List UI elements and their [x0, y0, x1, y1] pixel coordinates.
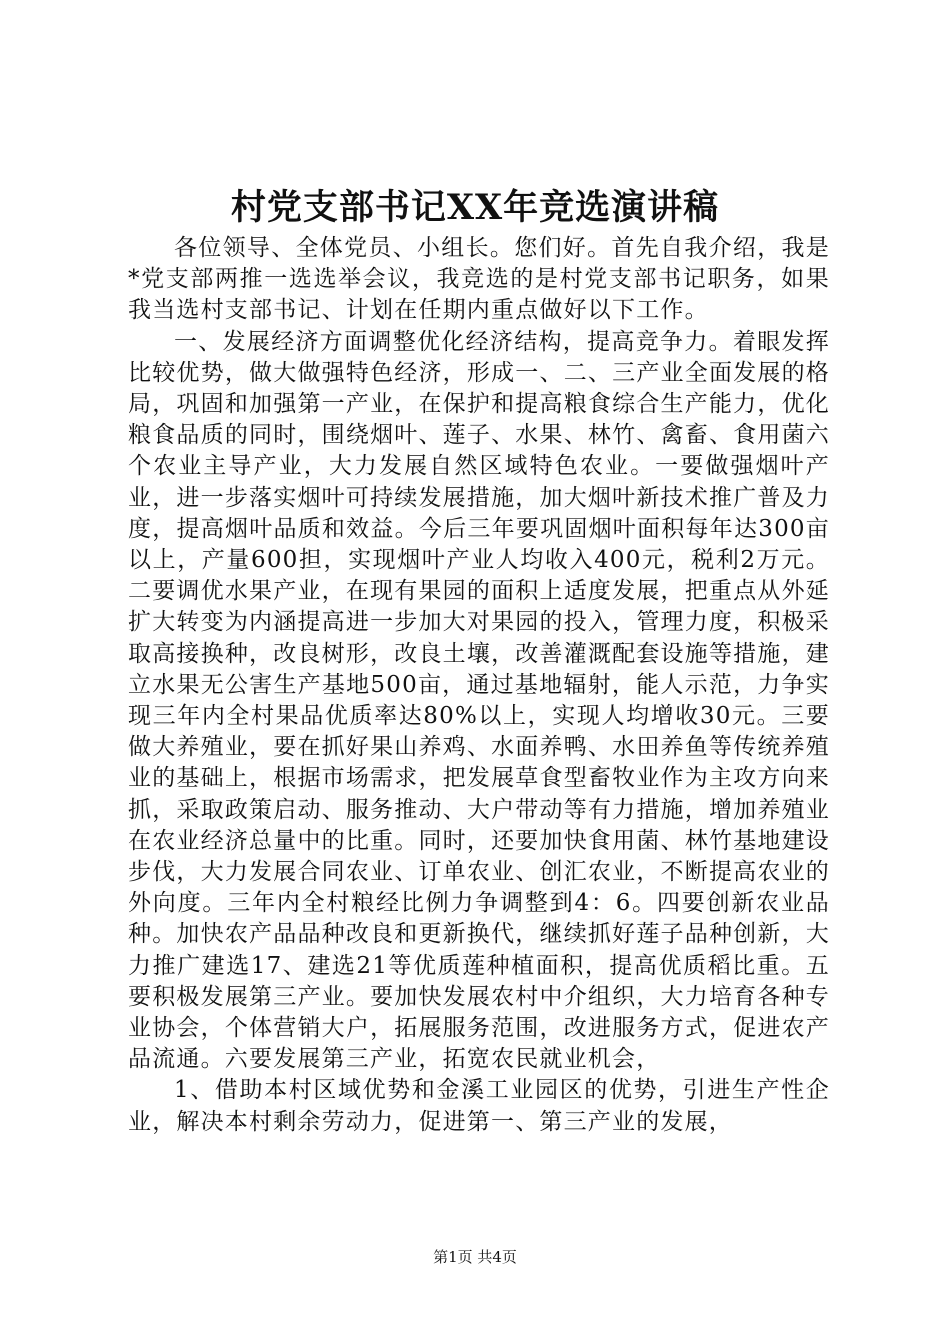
- paragraph-economy: 一、发展经济方面调整优化经济结构，提高竞争力。着眼发挥比较优势，做大做强特色经济，形成一、二、三产业全面发展的格局，巩固和加强第一产业，在保护和提高粮食综合生产能力，优化粮食品质的同时，围绕烟叶、莲子、水果、林竹、禽畜、食用菌六个农业主导产业，大力发展自然区域特色农业。一要做强烟叶产业，进一步落实烟叶可持续发展措施，加大烟叶新技术推广普及力度，提高烟叶品质和效益。今后三年要巩固烟叶面积每年达300亩以上，产量600担，实现烟叶产业人均收入400元，税利2万元。二要调优水果产业，在现有果园的面积上适度发展，把重点从外延扩大转变为内涵提高进一步加大对果园的投入，管理力度，积极采取高接换种，改良树形，改良土壤，改善灌溉配套设施等措施，建立水果无公害生产基地500亩，通过基地辐射，能人示范，力争实现三年内全村果品优质率达80%以上，实现人均增收30元。三要做大养殖业，要在抓好果山养鸡、水面养鸭、水田养鱼等传统养殖业的基础上，根据市场需求，把发展草食型畜牧业作为主攻方向来抓，采取政策启动、服务推动、大户带动等有力措施，增加养殖业在农业经济总量中的比重。同时，还要加快食用菌、林竹基地建设步伐，大力发展合同农业、订单农业、创汇农业，不断提高农业的外向度。三年内全村粮经比例力争调整到4：6。四要创新农业品种。加快农产品品种改良和更新换代，继续抓好莲子品种创新，大力推广建选17、建选21等优质莲种植面积，提高优质稻比重。五要积极发展第三产业。要加快发展农村中介组织，大力培育各种专业协会，个体营销大户，拓展服务范围，改进服务方式，促进农产品流通。六要发展第三产业，拓宽农民就业机会，: [128, 328, 830, 1073]
- page-footer: 第1页 共4页: [433, 1248, 517, 1266]
- document-title: 村党支部书记XX年竞选演讲稿: [230, 187, 720, 228]
- paragraph-greeting: 各位领导、全体党员、小组长。您们好。首先自我介绍，我是*党支部两推一选选举会议，我竞选的是村党支部书记职务，如果我当选村支部书记、计划在任期内重点做好以下工作。: [128, 235, 830, 324]
- document-body: [128, 233, 830, 1138]
- paragraph-item-1: 1、借助本村区域优势和金溪工业园区的优势，引进生产性企业，解决本村剩余劳动力，促进第一、第三产业的发展，: [128, 1077, 830, 1135]
